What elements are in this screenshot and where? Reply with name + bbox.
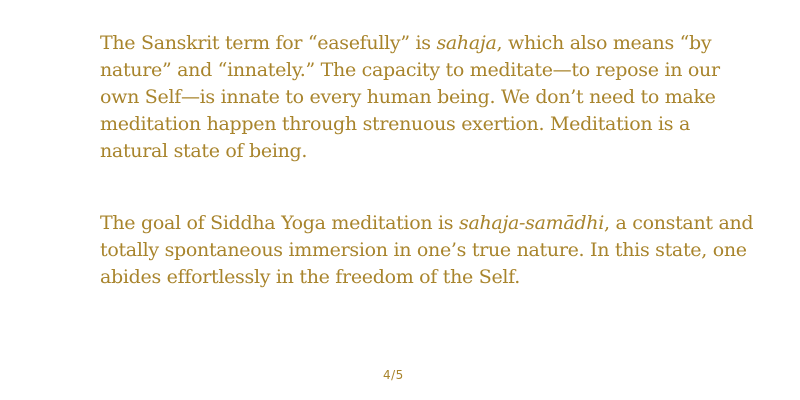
- text-run: own Self—is innate to every human being. We don’t need to make: [100, 86, 716, 108]
- italic-term: sahaja: [436, 32, 497, 54]
- text-run: nature” and “innately.” The capacity to meditate—to repose in our: [100, 59, 720, 81]
- text-run: The goal of Siddha Yoga meditation is: [100, 212, 459, 234]
- text-line: [100, 111, 780, 138]
- italic-term: sahaja-samādhi: [459, 212, 604, 234]
- text-run: totally spontaneous immersion in one’s true nature. In this state, one: [100, 239, 747, 261]
- text-line: [100, 237, 780, 264]
- text-line: [100, 57, 780, 84]
- text-run: natural state of being.: [100, 140, 308, 162]
- paragraph-sahaja-samadhi: [100, 210, 780, 291]
- text-run: , which also means “by: [496, 32, 712, 54]
- text-line: [100, 30, 780, 57]
- page-number: 4/5: [383, 368, 404, 382]
- text-line: [100, 138, 780, 165]
- text-line: [100, 264, 780, 291]
- text-run: meditation happen through strenuous exertion. Meditation is a: [100, 113, 690, 135]
- paragraph-sahaja-definition: [100, 30, 780, 165]
- text-run: , a constant and: [603, 212, 754, 234]
- text-line: [100, 210, 780, 237]
- text-run: abides effortlessly in the freedom of the Self.: [100, 266, 520, 288]
- text-run: The Sanskrit term for “easefully” is: [100, 32, 437, 54]
- text-line: [100, 84, 780, 111]
